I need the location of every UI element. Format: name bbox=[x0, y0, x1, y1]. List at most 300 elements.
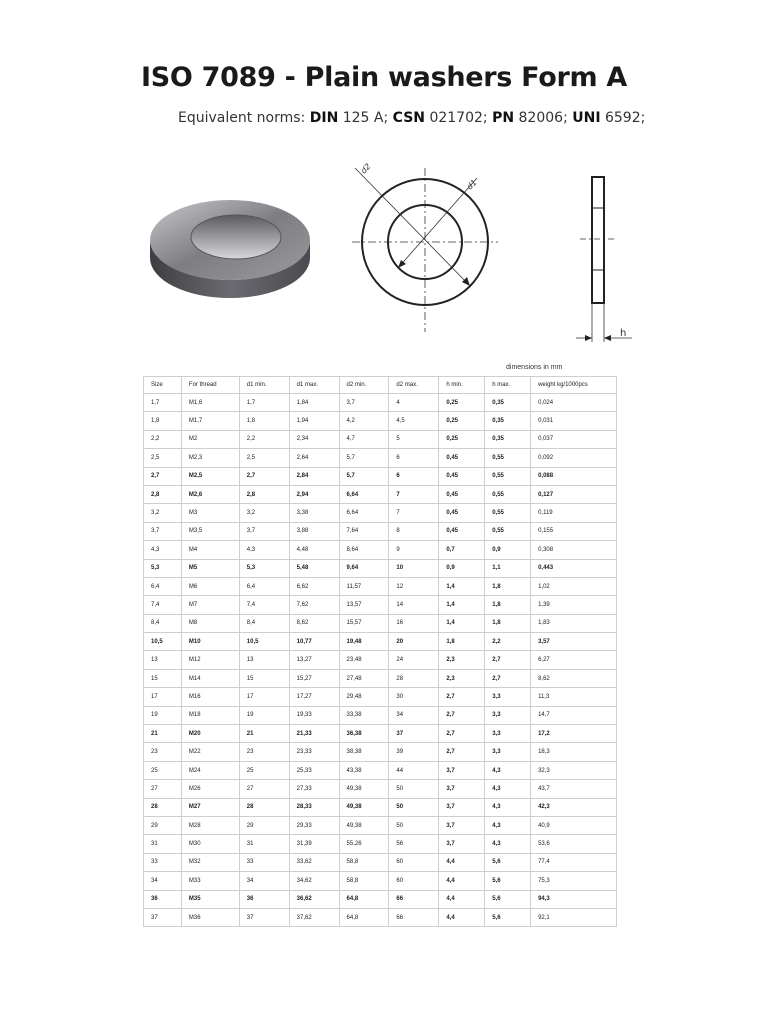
table-cell: 44 bbox=[389, 761, 439, 779]
table-cell: 3,7 bbox=[439, 798, 485, 816]
table-cell: 0,155 bbox=[531, 522, 617, 540]
d1-label: d1 bbox=[465, 177, 479, 192]
table-cell: M18 bbox=[181, 706, 239, 724]
table-cell: 28 bbox=[239, 798, 289, 816]
table-cell: 20 bbox=[389, 633, 439, 651]
table-row bbox=[144, 559, 617, 577]
table-cell: 4,3 bbox=[485, 761, 531, 779]
column-header: For thread bbox=[181, 377, 239, 394]
table-cell: 0,45 bbox=[439, 449, 485, 467]
table-cell: 14 bbox=[389, 596, 439, 614]
table-cell: 3,3 bbox=[485, 743, 531, 761]
table-row bbox=[144, 504, 617, 522]
table-cell: 6 bbox=[389, 467, 439, 485]
table-cell: 3,7 bbox=[144, 522, 182, 540]
table-cell: 7,64 bbox=[339, 522, 389, 540]
table-cell: 11,3 bbox=[531, 688, 617, 706]
table-cell: M10 bbox=[181, 633, 239, 651]
table-cell: 3,3 bbox=[485, 725, 531, 743]
table-cell: 2,7 bbox=[144, 467, 182, 485]
table-cell: 75,3 bbox=[531, 872, 617, 890]
table-cell: 1,02 bbox=[531, 577, 617, 595]
table-row bbox=[144, 596, 617, 614]
table-cell: 43,38 bbox=[339, 761, 389, 779]
table-cell: M36 bbox=[181, 908, 239, 926]
column-header: weight kg/1000pcs bbox=[531, 377, 617, 394]
table-cell: 2,5 bbox=[239, 449, 289, 467]
table-cell: M1,6 bbox=[181, 394, 239, 412]
table-cell: 0,45 bbox=[439, 504, 485, 522]
table-cell: 1,4 bbox=[439, 596, 485, 614]
table-cell: 49,38 bbox=[339, 798, 389, 816]
table-cell: 5 bbox=[389, 430, 439, 448]
table-cell: M32 bbox=[181, 853, 239, 871]
table-cell: 24 bbox=[389, 651, 439, 669]
column-header: d1 max. bbox=[289, 377, 339, 394]
table-cell: 4,3 bbox=[485, 835, 531, 853]
table-cell: 2,7 bbox=[439, 743, 485, 761]
table-cell: 8 bbox=[389, 522, 439, 540]
table-cell: 0,088 bbox=[531, 467, 617, 485]
table-row bbox=[144, 725, 617, 743]
table-cell: 33 bbox=[239, 853, 289, 871]
table-cell: 0,9 bbox=[485, 541, 531, 559]
dimensions-caption: dimensions in mm bbox=[506, 364, 563, 371]
norm-code: UNI bbox=[572, 110, 601, 126]
table-cell: 2,3 bbox=[439, 669, 485, 687]
table-cell: 17,2 bbox=[531, 725, 617, 743]
table-cell: 25,33 bbox=[289, 761, 339, 779]
table-cell: 3,7 bbox=[239, 522, 289, 540]
table-cell: 50 bbox=[389, 816, 439, 834]
table-row bbox=[144, 651, 617, 669]
table-cell: 4,4 bbox=[439, 908, 485, 926]
table-cell: 1,8 bbox=[485, 596, 531, 614]
table-cell: 9,64 bbox=[339, 559, 389, 577]
table-cell: 50 bbox=[389, 798, 439, 816]
table-cell: 58,8 bbox=[339, 853, 389, 871]
washer-side-view-drawing bbox=[570, 170, 640, 350]
table-cell: 4,3 bbox=[485, 816, 531, 834]
table-row bbox=[144, 522, 617, 540]
table-cell: 0,35 bbox=[485, 394, 531, 412]
table-cell: 0,35 bbox=[485, 430, 531, 448]
table-row bbox=[144, 853, 617, 871]
table-cell: 5,7 bbox=[339, 449, 389, 467]
table-cell: 34 bbox=[389, 706, 439, 724]
table-cell: 0,308 bbox=[531, 541, 617, 559]
table-cell: 4 bbox=[389, 394, 439, 412]
table-row bbox=[144, 688, 617, 706]
table-cell: 38,38 bbox=[339, 743, 389, 761]
table-cell: 7,4 bbox=[239, 596, 289, 614]
table-cell: 55,26 bbox=[339, 835, 389, 853]
table-cell: 60 bbox=[389, 853, 439, 871]
table-cell: 2,84 bbox=[289, 467, 339, 485]
table-cell: 2,3 bbox=[439, 651, 485, 669]
table-cell: M16 bbox=[181, 688, 239, 706]
table-cell: 0,25 bbox=[439, 412, 485, 430]
table-cell: M1,7 bbox=[181, 412, 239, 430]
table-cell: 4,3 bbox=[144, 541, 182, 559]
table-cell: M3 bbox=[181, 504, 239, 522]
table-cell: 2,7 bbox=[239, 467, 289, 485]
table-cell: 11,57 bbox=[339, 577, 389, 595]
table-cell: 10,5 bbox=[144, 633, 182, 651]
table-cell: 77,4 bbox=[531, 853, 617, 871]
table-cell: M14 bbox=[181, 669, 239, 687]
table-cell: 0,55 bbox=[485, 504, 531, 522]
table-cell: 5,48 bbox=[289, 559, 339, 577]
table-row bbox=[144, 467, 617, 485]
table-cell: 66 bbox=[389, 908, 439, 926]
table-cell: 64,8 bbox=[339, 890, 389, 908]
table-cell: 15 bbox=[239, 669, 289, 687]
table-cell: 7 bbox=[389, 504, 439, 522]
table-row bbox=[144, 761, 617, 779]
table-cell: 6,64 bbox=[339, 504, 389, 522]
table-cell: M27 bbox=[181, 798, 239, 816]
table-cell: 7,4 bbox=[144, 596, 182, 614]
norm-code: PN bbox=[492, 110, 515, 126]
table-cell: 33,38 bbox=[339, 706, 389, 724]
table-cell: 4,3 bbox=[485, 780, 531, 798]
table-cell: 0,9 bbox=[439, 559, 485, 577]
table-cell: M6 bbox=[181, 577, 239, 595]
table-cell: 0,25 bbox=[439, 394, 485, 412]
table-row bbox=[144, 706, 617, 724]
table-cell: 3,3 bbox=[485, 706, 531, 724]
table-cell: 1,1 bbox=[485, 559, 531, 577]
table-cell: M3,5 bbox=[181, 522, 239, 540]
table-cell: 13 bbox=[144, 651, 182, 669]
table-cell: 2,7 bbox=[439, 688, 485, 706]
table-row bbox=[144, 430, 617, 448]
table-cell: 0,55 bbox=[485, 485, 531, 503]
table-cell: 3,3 bbox=[485, 688, 531, 706]
table-cell: M22 bbox=[181, 743, 239, 761]
table-row bbox=[144, 780, 617, 798]
table-cell: 3,7 bbox=[439, 835, 485, 853]
table-cell: 4,7 bbox=[339, 430, 389, 448]
table-cell: 4,4 bbox=[439, 872, 485, 890]
table-cell: M20 bbox=[181, 725, 239, 743]
table-cell: 37,62 bbox=[289, 908, 339, 926]
table-cell: 3,7 bbox=[339, 394, 389, 412]
table-row bbox=[144, 614, 617, 632]
table-cell: 6,27 bbox=[531, 651, 617, 669]
table-cell: 15 bbox=[144, 669, 182, 687]
table-cell: 2,7 bbox=[439, 725, 485, 743]
table-cell: 3,7 bbox=[439, 780, 485, 798]
table-cell: M2 bbox=[181, 430, 239, 448]
table-cell: M5 bbox=[181, 559, 239, 577]
table-row bbox=[144, 577, 617, 595]
table-cell: 10 bbox=[389, 559, 439, 577]
table-cell: 42,3 bbox=[531, 798, 617, 816]
table-cell: 34,62 bbox=[289, 872, 339, 890]
table-cell: 1,8 bbox=[485, 577, 531, 595]
table-cell: 0,443 bbox=[531, 559, 617, 577]
table-cell: 19 bbox=[144, 706, 182, 724]
table-cell: 66 bbox=[389, 890, 439, 908]
table-row bbox=[144, 816, 617, 834]
table-cell: 32,3 bbox=[531, 761, 617, 779]
table-cell: 21 bbox=[239, 725, 289, 743]
table-cell: 23,33 bbox=[289, 743, 339, 761]
table-cell: 39 bbox=[389, 743, 439, 761]
table-cell: 27,48 bbox=[339, 669, 389, 687]
table-cell: 8,62 bbox=[531, 669, 617, 687]
table-cell: 5,3 bbox=[239, 559, 289, 577]
table-cell: 31 bbox=[144, 835, 182, 853]
table-cell: 0,45 bbox=[439, 522, 485, 540]
table-row bbox=[144, 412, 617, 430]
table-cell: 0,092 bbox=[531, 449, 617, 467]
table-cell: 50 bbox=[389, 780, 439, 798]
table-cell: 40,9 bbox=[531, 816, 617, 834]
table-cell: M28 bbox=[181, 816, 239, 834]
table-cell: 0,55 bbox=[485, 522, 531, 540]
table-cell: 17,27 bbox=[289, 688, 339, 706]
table-cell: 4,48 bbox=[289, 541, 339, 559]
table-cell: 4,2 bbox=[339, 412, 389, 430]
table-row bbox=[144, 908, 617, 926]
table-cell: 3,38 bbox=[289, 504, 339, 522]
table-row bbox=[144, 449, 617, 467]
table-cell: 0,55 bbox=[485, 449, 531, 467]
table-cell: 17 bbox=[239, 688, 289, 706]
table-cell: 14,7 bbox=[531, 706, 617, 724]
table-cell: 5,6 bbox=[485, 908, 531, 926]
table-cell: 1,8 bbox=[439, 633, 485, 651]
table-cell: 0,119 bbox=[531, 504, 617, 522]
table-cell: 5,7 bbox=[339, 467, 389, 485]
table-cell: 10,77 bbox=[289, 633, 339, 651]
table-cell: 0,45 bbox=[439, 467, 485, 485]
table-cell: 5,3 bbox=[144, 559, 182, 577]
table-cell: 4,4 bbox=[439, 853, 485, 871]
washer-3d-image bbox=[146, 190, 314, 312]
table-cell: M30 bbox=[181, 835, 239, 853]
table-cell: 94,3 bbox=[531, 890, 617, 908]
table-cell: 37 bbox=[389, 725, 439, 743]
table-cell: 25 bbox=[144, 761, 182, 779]
table-cell: 4,4 bbox=[439, 890, 485, 908]
table-cell: 0,7 bbox=[439, 541, 485, 559]
table-cell: 1,4 bbox=[439, 577, 485, 595]
table-cell: M2,6 bbox=[181, 485, 239, 503]
h-label: h bbox=[620, 328, 627, 339]
table-cell: 1,84 bbox=[289, 394, 339, 412]
column-header: h max. bbox=[485, 377, 531, 394]
table-cell: 2,7 bbox=[439, 706, 485, 724]
table-cell: 34 bbox=[239, 872, 289, 890]
table-cell: 1,8 bbox=[485, 614, 531, 632]
table-cell: 6 bbox=[389, 449, 439, 467]
table-cell: 4,3 bbox=[485, 798, 531, 816]
table-cell: 16 bbox=[389, 614, 439, 632]
table-cell: 21,33 bbox=[289, 725, 339, 743]
table-cell: 0,25 bbox=[439, 430, 485, 448]
table-row bbox=[144, 669, 617, 687]
table-cell: 28 bbox=[144, 798, 182, 816]
table-cell: 7 bbox=[389, 485, 439, 503]
table-cell: 2,34 bbox=[289, 430, 339, 448]
table-cell: M12 bbox=[181, 651, 239, 669]
table-cell: 1,8 bbox=[144, 412, 182, 430]
table-cell: 31,39 bbox=[289, 835, 339, 853]
table-cell: 15,57 bbox=[339, 614, 389, 632]
table-cell: 0,024 bbox=[531, 394, 617, 412]
table-cell: 27,33 bbox=[289, 780, 339, 798]
table-cell: 4,5 bbox=[389, 412, 439, 430]
table-cell: 43,7 bbox=[531, 780, 617, 798]
table-cell: 29,33 bbox=[289, 816, 339, 834]
table-cell: 8,64 bbox=[339, 541, 389, 559]
table-cell: 1,4 bbox=[439, 614, 485, 632]
norm-code: DIN bbox=[309, 110, 339, 126]
table-cell: 2,2 bbox=[144, 430, 182, 448]
table-cell: 23 bbox=[239, 743, 289, 761]
column-header: Size bbox=[144, 377, 182, 394]
table-cell: 33 bbox=[144, 853, 182, 871]
table-row bbox=[144, 872, 617, 890]
table-row bbox=[144, 890, 617, 908]
table-cell: 36,62 bbox=[289, 890, 339, 908]
equivalent-norms: Equivalent norms: DIN 125 A; CSN 021702; PN 82006; UNI 6592; bbox=[178, 110, 646, 126]
table-cell: 1,39 bbox=[531, 596, 617, 614]
table-cell: 29 bbox=[239, 816, 289, 834]
dimensions-table bbox=[143, 376, 617, 927]
table-cell: 3,57 bbox=[531, 633, 617, 651]
table-cell: M7 bbox=[181, 596, 239, 614]
column-header: d2 min. bbox=[339, 377, 389, 394]
table-cell: 92,1 bbox=[531, 908, 617, 926]
table-cell: 25 bbox=[239, 761, 289, 779]
table-row bbox=[144, 798, 617, 816]
table-cell: 5,6 bbox=[485, 872, 531, 890]
table-cell: 28,33 bbox=[289, 798, 339, 816]
table-cell: 2,5 bbox=[144, 449, 182, 467]
norm-code: CSN bbox=[392, 110, 425, 126]
table-cell: 0,45 bbox=[439, 485, 485, 503]
page-title: ISO 7089 - Plain washers Form A bbox=[140, 62, 628, 93]
table-cell: 2,2 bbox=[239, 430, 289, 448]
table-cell: 23 bbox=[144, 743, 182, 761]
table-cell: 6,4 bbox=[144, 577, 182, 595]
table-cell: M26 bbox=[181, 780, 239, 798]
column-header: d1 min. bbox=[239, 377, 289, 394]
table-cell: 6,62 bbox=[289, 577, 339, 595]
table-cell: 2,2 bbox=[485, 633, 531, 651]
table-cell: M8 bbox=[181, 614, 239, 632]
table-cell: 1,94 bbox=[289, 412, 339, 430]
table-cell: 21 bbox=[144, 725, 182, 743]
table-cell: 1,7 bbox=[144, 394, 182, 412]
table-cell: 23,48 bbox=[339, 651, 389, 669]
table-cell: 19,33 bbox=[289, 706, 339, 724]
table-cell: 19 bbox=[239, 706, 289, 724]
table-cell: 36 bbox=[239, 890, 289, 908]
table-cell: 6,4 bbox=[239, 577, 289, 595]
table-cell: 0,127 bbox=[531, 485, 617, 503]
table-cell: 7,62 bbox=[289, 596, 339, 614]
table-cell: 27 bbox=[239, 780, 289, 798]
table-cell: 2,7 bbox=[485, 651, 531, 669]
table-cell: 3,7 bbox=[439, 816, 485, 834]
table-cell: 8,4 bbox=[144, 614, 182, 632]
table-cell: 31 bbox=[239, 835, 289, 853]
table-cell: 29,48 bbox=[339, 688, 389, 706]
table-cell: 13 bbox=[239, 651, 289, 669]
table-cell: 2,8 bbox=[239, 485, 289, 503]
table-cell: 33,62 bbox=[289, 853, 339, 871]
table-cell: 18,3 bbox=[531, 743, 617, 761]
table-cell: 2,7 bbox=[485, 669, 531, 687]
table-cell: 37 bbox=[144, 908, 182, 926]
table-cell: 4,3 bbox=[239, 541, 289, 559]
table-cell: 5,6 bbox=[485, 853, 531, 871]
table-cell: 1,7 bbox=[239, 394, 289, 412]
table-cell: 27 bbox=[144, 780, 182, 798]
table-cell: M2,3 bbox=[181, 449, 239, 467]
column-header: d2 max. bbox=[389, 377, 439, 394]
table-cell: 3,2 bbox=[144, 504, 182, 522]
washer-front-view-drawing bbox=[350, 160, 500, 340]
table-cell: 36,38 bbox=[339, 725, 389, 743]
table-cell: 1,8 bbox=[239, 412, 289, 430]
table-cell: 1,83 bbox=[531, 614, 617, 632]
table-cell: 6,64 bbox=[339, 485, 389, 503]
table-cell: M35 bbox=[181, 890, 239, 908]
table-cell: 2,64 bbox=[289, 449, 339, 467]
table-cell: 29 bbox=[144, 816, 182, 834]
table-cell: 30 bbox=[389, 688, 439, 706]
table-cell: 3,88 bbox=[289, 522, 339, 540]
table-cell: 58,8 bbox=[339, 872, 389, 890]
table-cell: 34 bbox=[144, 872, 182, 890]
table-cell: 15,27 bbox=[289, 669, 339, 687]
table-cell: M33 bbox=[181, 872, 239, 890]
table-cell: 49,38 bbox=[339, 780, 389, 798]
table-cell: 64,8 bbox=[339, 908, 389, 926]
table-cell: 53,6 bbox=[531, 835, 617, 853]
table-cell: 13,57 bbox=[339, 596, 389, 614]
table-row bbox=[144, 743, 617, 761]
table-cell: 13,27 bbox=[289, 651, 339, 669]
table-cell: 8,62 bbox=[289, 614, 339, 632]
table-cell: 19,48 bbox=[339, 633, 389, 651]
table-row bbox=[144, 394, 617, 412]
table-cell: 3,2 bbox=[239, 504, 289, 522]
table-cell: 56 bbox=[389, 835, 439, 853]
table-cell: 2,8 bbox=[144, 485, 182, 503]
table-cell: 10,5 bbox=[239, 633, 289, 651]
table-cell: 37 bbox=[239, 908, 289, 926]
table-cell: 0,35 bbox=[485, 412, 531, 430]
table-cell: 49,38 bbox=[339, 816, 389, 834]
table-cell: 28 bbox=[389, 669, 439, 687]
table-cell: 8,4 bbox=[239, 614, 289, 632]
table-cell: 60 bbox=[389, 872, 439, 890]
table-cell: 36 bbox=[144, 890, 182, 908]
table-cell: 0,037 bbox=[531, 430, 617, 448]
table-cell: M2,5 bbox=[181, 467, 239, 485]
table-row bbox=[144, 633, 617, 651]
table-cell: 0,55 bbox=[485, 467, 531, 485]
table-row bbox=[144, 835, 617, 853]
